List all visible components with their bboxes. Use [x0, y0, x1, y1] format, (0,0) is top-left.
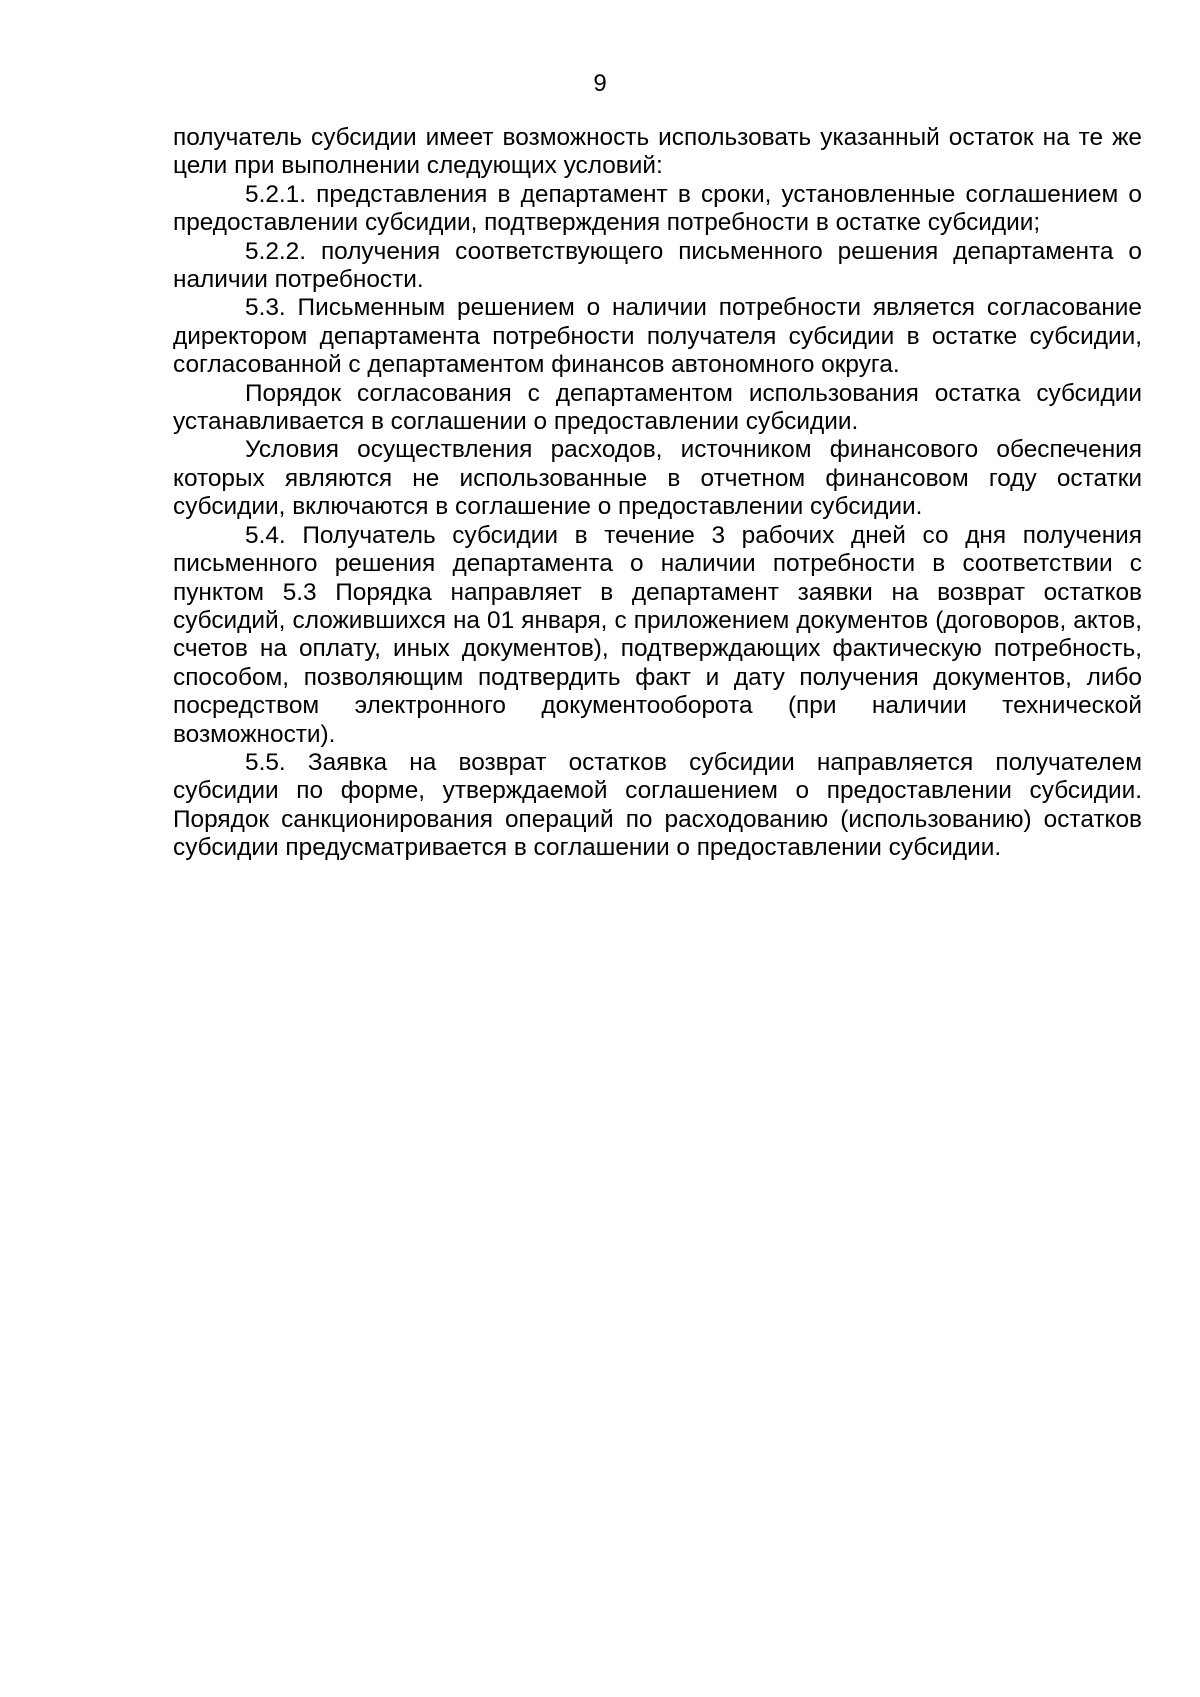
- paragraph-5-5: 5.5. Заявка на возврат остатков субсидии направляется получателем субсидии по форме, утверждаемой соглашением о предоставлении субсидии. Порядок санкционирования операций по расходованию (использованию) остатков субсидии предусматривается в соглашении о предоставлении субсидии.: [173, 748, 1142, 862]
- paragraph-5-2-1: 5.2.1. представления в департамент в сроки, установленные соглашением о предоставлении субсидии, подтверждения потребности в остатке субсидии;: [173, 180, 1142, 237]
- paragraph-approval-procedure: Порядок согласования с департаментом использования остатка субсидии устанавливается в соглашении о предоставлении субсидии.: [173, 379, 1142, 436]
- paragraph-continuation: получатель субсидии имеет возможность использовать указанный остаток на те же цели при выполнении следующих условий:: [173, 124, 1142, 180]
- page-number: 9: [593, 70, 607, 97]
- paragraph-expense-conditions: Условия осуществления расходов, источником финансового обеспечения которых являются не использованные в отчетном финансовом году остатки субсидии, включаются в соглашение о предоставлении субсидии.: [173, 436, 1142, 521]
- paragraph-5-2-2: 5.2.2. получения соответствующего письменного решения департамента о наличии потребности.: [173, 237, 1142, 294]
- document-body: [173, 124, 1142, 863]
- paragraph-5-4: 5.4. Получатель субсидии в течение 3 рабочих дней со дня получения письменного решения департамента о наличии потребности в соответствии с пунктом 5.3 Порядка направляет в департамент заявки на возврат остатков субсидий, сложившихся на 01 января, с приложением документов (договоров, актов, счетов на оплату, иных документов), подтверждающих фактическую потребность, способом, позволяющим подтвердить факт и дату получения документов, либо посредством электронного документооборота (при наличии технической возможности).: [173, 521, 1142, 748]
- paragraph-5-3: 5.3. Письменным решением о наличии потребности является согласование директором департамента потребности получателя субсидии в остатке субсидии, согласованной с департаментом финансов автономного округа.: [173, 294, 1142, 379]
